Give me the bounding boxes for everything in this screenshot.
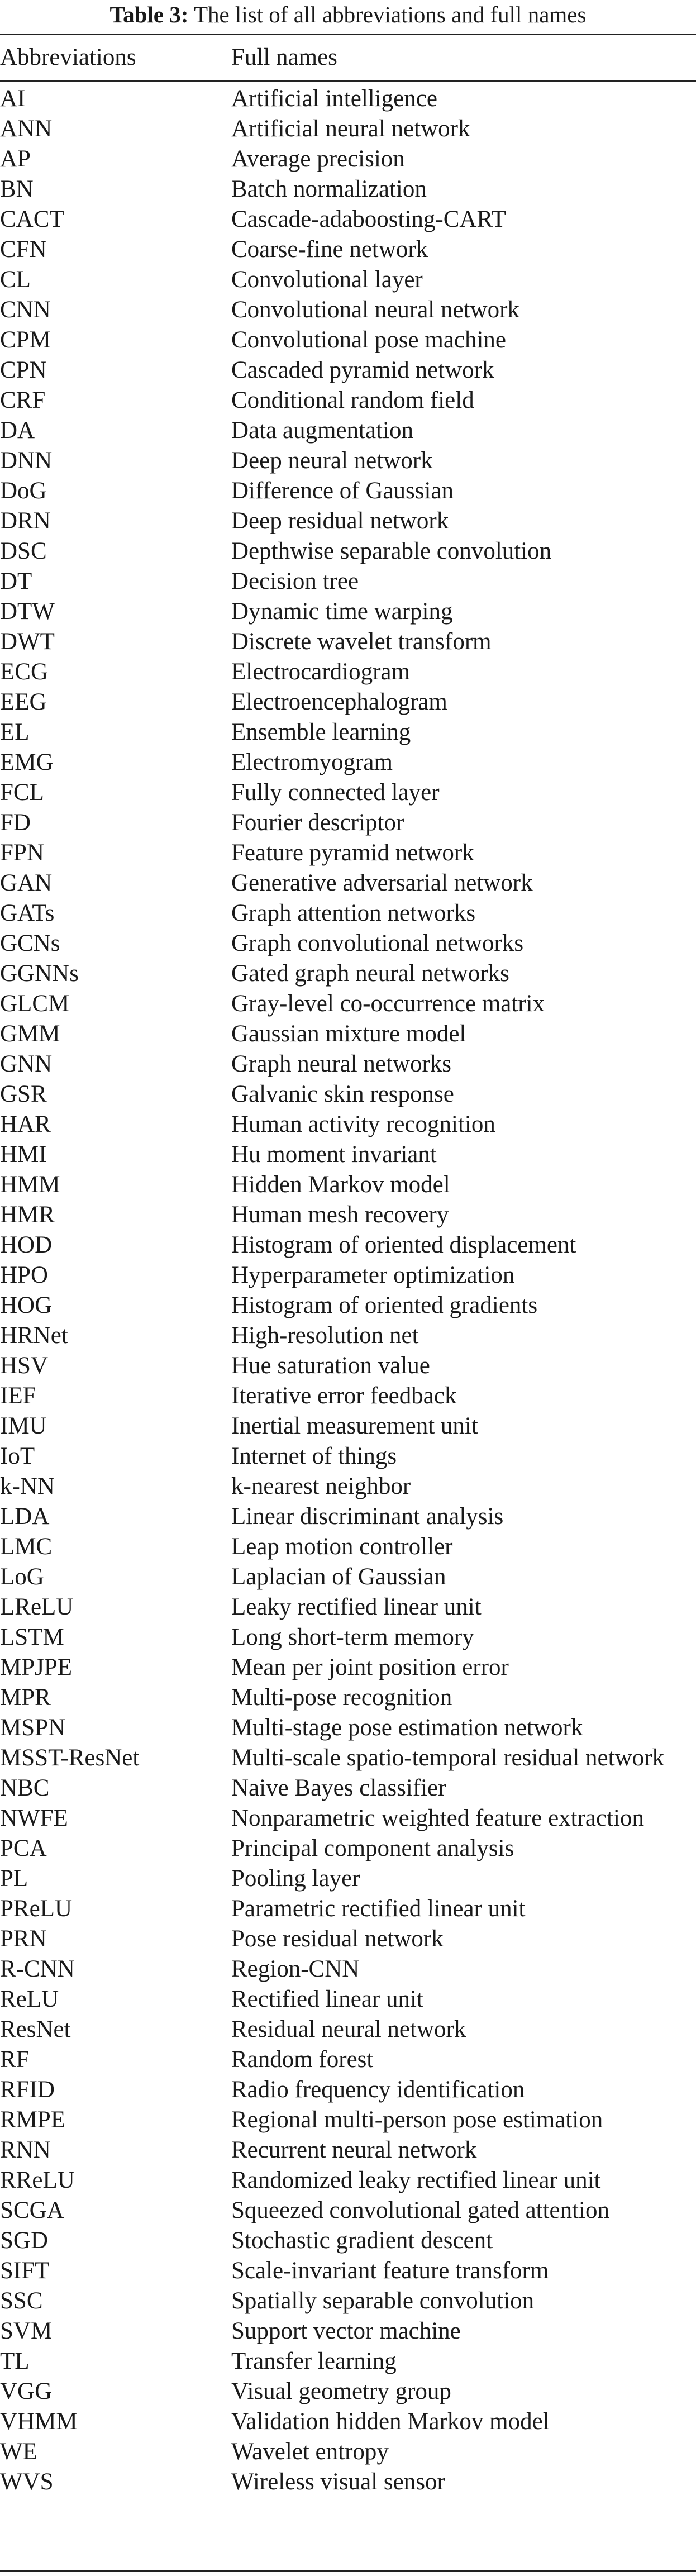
abbreviation-cell: GLCM: [0, 991, 70, 1017]
abbreviation-cell: HPO: [0, 1262, 49, 1288]
full-name-cell: Radio frequency identification: [231, 2077, 525, 2103]
full-name-cell: Cascade-adaboosting-CART: [231, 206, 506, 232]
table-row: [0, 476, 696, 506]
full-name-cell: Graph attention networks: [231, 900, 476, 926]
full-name-cell: Discrete wavelet transform: [231, 628, 492, 655]
table-row: [0, 1834, 696, 1864]
abbreviation-cell: k-NN: [0, 1473, 55, 1499]
full-name-cell: Electrocardiogram: [231, 659, 410, 685]
table-row: [0, 84, 696, 114]
table-row: [0, 2015, 696, 2045]
abbreviation-cell: SVM: [0, 2318, 53, 2344]
full-name-cell: Data augmentation: [231, 417, 413, 444]
full-name-cell: Stochastic gradient descent: [231, 2227, 493, 2254]
abbreviation-cell: SIFT: [0, 2258, 50, 2284]
full-name-cell: Region-CNN: [231, 1956, 360, 1982]
abbreviation-cell: RReLU: [0, 2167, 75, 2193]
table-row: [0, 1260, 696, 1291]
abbreviation-cell: TL: [0, 2348, 30, 2374]
full-name-cell: Wavelet entropy: [231, 2439, 389, 2465]
column-header-full-names: Full names: [231, 44, 337, 70]
table-row: [0, 928, 696, 959]
abbreviation-cell: R-CNN: [0, 1956, 75, 1982]
full-name-cell: Histogram of oriented displacement: [231, 1232, 576, 1258]
abbreviation-cell: FCL: [0, 779, 44, 806]
table-row: [0, 717, 696, 747]
table-row: [0, 325, 696, 355]
full-name-cell: Electromyogram: [231, 749, 393, 775]
full-name-cell: Mean per joint position error: [231, 1654, 509, 1680]
abbreviation-cell: HSV: [0, 1353, 49, 1379]
table-row: [0, 989, 696, 1019]
full-name-cell: Decision tree: [231, 568, 359, 594]
table-row: [0, 1200, 696, 1230]
full-name-cell: Multi-stage pose estimation network: [231, 1715, 583, 1741]
table-row: [0, 144, 696, 174]
table-caption: [0, 1, 696, 28]
abbreviation-cell: IoT: [0, 1443, 35, 1469]
full-name-cell: Cascaded pyramid network: [231, 357, 494, 383]
abbreviation-cell: DTW: [0, 598, 55, 625]
table-row: [0, 1110, 696, 1140]
table-row: [0, 2196, 696, 2226]
abbreviation-cell: DoG: [0, 478, 47, 504]
full-name-cell: Convolutional pose machine: [231, 327, 507, 353]
table-row: [0, 2316, 696, 2346]
abbreviation-cell: MPJPE: [0, 1654, 73, 1680]
bottom-rule: [0, 2570, 696, 2572]
table-row: [0, 2165, 696, 2196]
abbreviation-cell: AP: [0, 146, 31, 172]
full-name-cell: Spatially separable convolution: [231, 2288, 535, 2314]
table-row: [0, 1230, 696, 1260]
full-name-cell: Hidden Markov model: [231, 1172, 450, 1198]
full-name-cell: Batch normalization: [231, 176, 427, 202]
table-row: [0, 536, 696, 566]
table-row: [0, 778, 696, 808]
full-name-cell: Human mesh recovery: [231, 1202, 449, 1228]
full-name-cell: Artificial intelligence: [231, 85, 437, 112]
full-name-cell: Multi-pose recognition: [231, 1684, 452, 1711]
full-name-cell: Residual neural network: [231, 2016, 466, 2042]
table-row: [0, 959, 696, 989]
table-header-row: [0, 36, 696, 79]
abbreviation-cell: FPN: [0, 840, 44, 866]
table-row: [0, 2377, 696, 2407]
abbreviation-cell: NBC: [0, 1775, 50, 1801]
table-row: [0, 1291, 696, 1321]
full-name-cell: Leaky rectified linear unit: [231, 1594, 482, 1620]
abbreviation-cell: DNN: [0, 447, 53, 474]
full-name-cell: Gaussian mixture model: [231, 1021, 466, 1047]
table-row: [0, 1864, 696, 1894]
abbreviation-cell: CFN: [0, 236, 47, 263]
full-name-cell: Graph neural networks: [231, 1051, 452, 1077]
table-row: [0, 1743, 696, 1773]
full-name-cell: Principal component analysis: [231, 1835, 514, 1861]
table-row: [0, 385, 696, 416]
table-row: [0, 898, 696, 928]
abbreviation-cell: DA: [0, 417, 35, 444]
table-row: [0, 808, 696, 838]
full-name-cell: Hu moment invariant: [231, 1141, 437, 1168]
table-row: [0, 597, 696, 627]
table-row: [0, 627, 696, 657]
abbreviation-cell: AI: [0, 85, 26, 112]
table-row: [0, 416, 696, 446]
full-name-cell: Long short-term memory: [231, 1624, 474, 1650]
header-rule: [0, 80, 696, 82]
abbreviation-cell: GMM: [0, 1021, 60, 1047]
table-row: [0, 446, 696, 476]
full-name-cell: Linear discriminant analysis: [231, 1503, 504, 1530]
column-header-abbreviations: Abbreviations: [0, 44, 136, 70]
abbreviation-cell: ReLU: [0, 1986, 59, 2012]
abbreviation-cell: HRNet: [0, 1322, 68, 1349]
table-row: [0, 1592, 696, 1622]
abbreviation-cell: EEG: [0, 689, 47, 715]
abbreviation-cell: LSTM: [0, 1624, 64, 1650]
abbreviation-cell: DT: [0, 568, 32, 594]
abbreviation-cell: LMC: [0, 1534, 53, 1560]
top-rule: [0, 34, 696, 35]
abbreviation-cell: CACT: [0, 206, 64, 232]
full-name-cell: Nonparametric weighted feature extraction: [231, 1805, 644, 1831]
full-name-cell: Hue saturation value: [231, 1353, 430, 1379]
full-name-cell: Ensemble learning: [231, 719, 411, 745]
abbreviation-cell: HAR: [0, 1111, 51, 1137]
abbreviation-cell: DRN: [0, 508, 51, 534]
table-row: [0, 114, 696, 144]
full-name-cell: Conditional random field: [231, 387, 474, 413]
abbreviation-cell: CPM: [0, 327, 51, 353]
table-row: [0, 657, 696, 687]
full-name-cell: Wireless visual sensor: [231, 2469, 445, 2495]
table-row: [0, 1321, 696, 1351]
table-row: [0, 2045, 696, 2075]
full-name-cell: Hyperparameter optimization: [231, 1262, 515, 1288]
full-name-cell: Multi-scale spatio-temporal residual network: [231, 1745, 664, 1771]
abbreviation-cell: HOG: [0, 1292, 53, 1318]
full-name-cell: Laplacian of Gaussian: [231, 1564, 446, 1590]
abbreviation-cell: NWFE: [0, 1805, 68, 1831]
full-name-cell: Parametric rectified linear unit: [231, 1896, 526, 1922]
full-name-cell: Graph convolutional networks: [231, 930, 524, 956]
full-name-cell: Scale-invariant feature transform: [231, 2258, 549, 2284]
full-name-cell: Generative adversarial network: [231, 870, 533, 896]
table-row: [0, 1683, 696, 1713]
table-row: [0, 1411, 696, 1441]
abbreviation-cell: HOD: [0, 1232, 53, 1258]
table-row: [0, 265, 696, 295]
full-name-cell: Deep residual network: [231, 508, 449, 534]
full-name-cell: Validation hidden Markov model: [231, 2408, 550, 2435]
abbreviation-cell: VHMM: [0, 2408, 78, 2435]
full-name-cell: Support vector machine: [231, 2318, 461, 2344]
table-row: [0, 2105, 696, 2135]
table-body: [0, 84, 696, 2497]
abbreviation-cell: RNN: [0, 2137, 51, 2163]
table-row: [0, 1049, 696, 1079]
abbreviation-cell: IMU: [0, 1413, 47, 1439]
abbreviation-cell: DWT: [0, 628, 55, 655]
table-row: [0, 1924, 696, 1954]
abbreviation-cell: WE: [0, 2439, 37, 2465]
table-row: [0, 1803, 696, 1834]
abbreviation-cell: LoG: [0, 1564, 44, 1590]
table-row: [0, 838, 696, 868]
table-row: [0, 1502, 696, 1532]
table-row: [0, 2467, 696, 2497]
full-name-cell: Galvanic skin response: [231, 1081, 454, 1107]
full-name-cell: Rectified linear unit: [231, 1986, 423, 2012]
abbreviation-cell: GGNNs: [0, 960, 79, 987]
table-row: [0, 2437, 696, 2467]
full-name-cell: Depthwise separable convolution: [231, 538, 552, 564]
full-name-cell: Convolutional layer: [231, 266, 423, 293]
table-row: [0, 355, 696, 385]
table-row: [0, 1622, 696, 1653]
full-name-cell: Iterative error feedback: [231, 1383, 457, 1409]
table-row: [0, 506, 696, 536]
abbreviation-cell: SSC: [0, 2288, 43, 2314]
table-row: [0, 1381, 696, 1411]
abbreviation-cell: RFID: [0, 2077, 55, 2103]
abbreviation-cell: WVS: [0, 2469, 54, 2495]
table-row: [0, 2256, 696, 2286]
abbreviation-cell: MPR: [0, 1684, 51, 1711]
full-name-cell: Internet of things: [231, 1443, 397, 1469]
abbreviation-cell: SGD: [0, 2227, 49, 2254]
full-name-cell: Deep neural network: [231, 447, 433, 474]
abbreviation-cell: GATs: [0, 900, 55, 926]
abbreviation-cell: DSC: [0, 538, 47, 564]
abbreviation-cell: PReLU: [0, 1896, 72, 1922]
table-row: [0, 2286, 696, 2316]
table-row: [0, 204, 696, 235]
abbreviation-cell: MSPN: [0, 1715, 66, 1741]
abbreviation-cell: PRN: [0, 1926, 47, 1952]
table-row: [0, 747, 696, 778]
table-row: [0, 235, 696, 265]
abbreviation-cell: CRF: [0, 387, 46, 413]
table-row: [0, 2075, 696, 2105]
abbreviation-cell: VGG: [0, 2378, 53, 2404]
full-name-cell: Dynamic time warping: [231, 598, 453, 625]
full-name-cell: Gated graph neural networks: [231, 960, 509, 987]
abbreviation-cell: ANN: [0, 116, 53, 142]
full-name-cell: Difference of Gaussian: [231, 478, 454, 504]
abbreviation-cell: GSR: [0, 1081, 47, 1107]
table-row: [0, 2346, 696, 2377]
full-name-cell: Fourier descriptor: [231, 810, 404, 836]
full-name-cell: Human activity recognition: [231, 1111, 495, 1137]
abbreviation-cell: HMI: [0, 1141, 47, 1168]
full-name-cell: Inertial measurement unit: [231, 1413, 478, 1439]
table-row: [0, 1170, 696, 1200]
full-name-cell: Artificial neural network: [231, 116, 470, 142]
table-row: [0, 1713, 696, 1743]
abbreviation-cell: GNN: [0, 1051, 53, 1077]
table-row: [0, 1773, 696, 1803]
abbreviation-cell: PL: [0, 1865, 28, 1892]
abbreviation-cell: HMM: [0, 1172, 60, 1198]
abbreviation-cell: HMR: [0, 1202, 55, 1228]
abbreviation-cell: CPN: [0, 357, 47, 383]
table-caption-label: Table 3:: [109, 2, 189, 27]
table-row: [0, 1140, 696, 1170]
full-name-cell: High-resolution net: [231, 1322, 419, 1349]
table-row: [0, 1894, 696, 1924]
table-row: [0, 2135, 696, 2165]
abbreviation-cell: LReLU: [0, 1594, 74, 1620]
abbreviation-cell: ECG: [0, 659, 48, 685]
abbreviation-cell: EMG: [0, 749, 54, 775]
full-name-cell: Visual geometry group: [231, 2378, 451, 2404]
full-name-cell: Naive Bayes classifier: [231, 1775, 446, 1801]
abbreviation-cell: CL: [0, 266, 31, 293]
table-row: [0, 868, 696, 898]
abbreviation-cell: PCA: [0, 1835, 47, 1861]
abbreviation-cell: CNN: [0, 297, 51, 323]
full-name-cell: Feature pyramid network: [231, 840, 474, 866]
full-name-cell: Fully connected layer: [231, 779, 440, 806]
abbreviation-cell: BN: [0, 176, 34, 202]
abbreviation-cell: GAN: [0, 870, 53, 896]
table-row: [0, 566, 696, 597]
table-row: [0, 1441, 696, 1472]
abbreviation-cell: RF: [0, 2046, 30, 2073]
full-name-cell: Convolutional neural network: [231, 297, 519, 323]
full-name-cell: Random forest: [231, 2046, 374, 2073]
abbreviation-cell: SCGA: [0, 2197, 64, 2223]
table-row: [0, 295, 696, 325]
table-row: [0, 174, 696, 204]
full-name-cell: Gray-level co-occurrence matrix: [231, 991, 545, 1017]
table-row: [0, 2226, 696, 2256]
table-row: [0, 1079, 696, 1110]
full-name-cell: Histogram of oriented gradients: [231, 1292, 538, 1318]
full-name-cell: Squeezed convolutional gated attention: [231, 2197, 610, 2223]
full-name-cell: Average precision: [231, 146, 405, 172]
table-row: [0, 1472, 696, 1502]
table-row: [0, 687, 696, 717]
full-name-cell: Randomized leaky rectified linear unit: [231, 2167, 601, 2193]
abbreviation-cell: IEF: [0, 1383, 36, 1409]
full-name-cell: Pose residual network: [231, 1926, 444, 1952]
abbreviation-cell: EL: [0, 719, 30, 745]
table-caption-text: The list of all abbreviations and full names: [193, 2, 587, 27]
table-row: [0, 2407, 696, 2437]
table-row: [0, 1019, 696, 1049]
full-name-cell: Coarse-fine network: [231, 236, 428, 263]
full-name-cell: Recurrent neural network: [231, 2137, 477, 2163]
table-row: [0, 1984, 696, 2015]
full-name-cell: Transfer learning: [231, 2348, 397, 2374]
abbreviation-cell: RMPE: [0, 2107, 66, 2133]
full-name-cell: Electroencephalogram: [231, 689, 447, 715]
table-row: [0, 1532, 696, 1562]
table-row: [0, 1562, 696, 1592]
full-name-cell: Pooling layer: [231, 1865, 360, 1892]
table-row: [0, 1351, 696, 1381]
table-row: [0, 1653, 696, 1683]
abbreviation-cell: LDA: [0, 1503, 50, 1530]
abbreviation-cell: ResNet: [0, 2016, 71, 2042]
full-name-cell: k-nearest neighbor: [231, 1473, 411, 1499]
full-name-cell: Leap motion controller: [231, 1534, 453, 1560]
table-row: [0, 1954, 696, 1984]
abbreviation-cell: FD: [0, 810, 31, 836]
full-name-cell: Regional multi-person pose estimation: [231, 2107, 603, 2133]
abbreviation-cell: MSST-ResNet: [0, 1745, 140, 1771]
abbreviation-cell: GCNs: [0, 930, 60, 956]
